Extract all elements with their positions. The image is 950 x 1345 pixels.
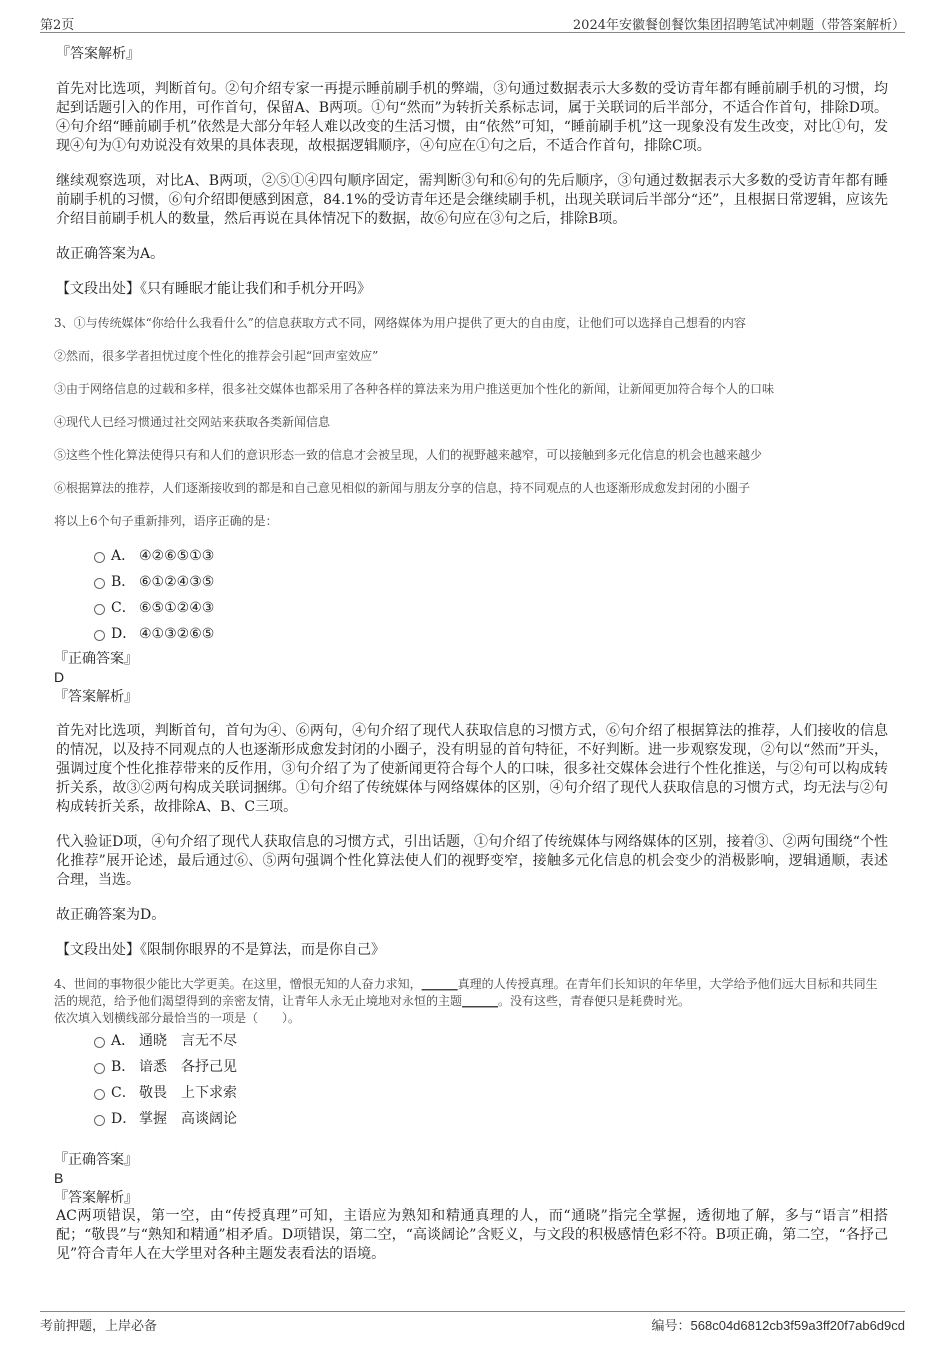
option-letter: B． xyxy=(111,574,136,590)
option-c[interactable] xyxy=(54,598,888,624)
analysis-paragraph: 继续观察选项，对比A、B两项，②⑤①④四句顺序固定，需判断③句和⑥句的先后顺序，③句通过数据表示大多数的受访青年都有睡前刷手机的习惯，⑥句介绍即便感到困意，84.1%的受访青年还是会继续刷手机，出现关联词后半部分“还”，且根据日常逻辑，应该先介绍目前刷手机人的数量，然后再说在具体情况下的数据，故⑥句应在③句之后，排除B项。 xyxy=(56,173,888,227)
radio-icon[interactable] xyxy=(94,1089,105,1100)
option-word-2: 高谈阔论 xyxy=(181,1111,237,1127)
page-number: 第2页 xyxy=(40,18,75,33)
blank-2: ______ xyxy=(462,994,499,1008)
radio-icon[interactable] xyxy=(94,1037,105,1048)
radio-icon[interactable] xyxy=(94,578,105,589)
analysis-paragraph: 首先对比选项，判断首句。②句介绍专家一再提示睡前刷手机的弊端，③句通过数据表示大多数的受访青年都有睡前刷手机的习惯，均起到话题引入的作用，可作首句，保留A、B两项。①句“然而”为转折关系标志词，属于关联词的后半部分，不适合作首句，排除D项。④句介绍“睡前刷手机”依然是大部分年轻人难以改变的生活习惯，由“依然”可知，“睡前刷手机”这一现象没有发生改变，对比①句，发现④句为①句劝说没有效果的具体表现，故根据逻辑顺序，④句应在①句之后，不适合作首句，排除C项。 xyxy=(56,81,888,154)
analysis-paragraph: AC两项错误，第一空，由“传授真理”可知，主语应为熟知和精通真理的人，而“通晓”指完全掌握，透彻地了解，多与“语言”相搭配；“敬畏”与“熟知和精通”相矛盾。D项错误，第二空，“高谈阔论”含贬义，与文段的积极感情色彩不符。B项正确，第二空，“各抒己见”符合青年人在大学里对各种主题发表看法的语境。 xyxy=(56,1208,888,1262)
conclusion: 故正确答案为A。 xyxy=(56,246,165,262)
option-word-2: 言无不尽 xyxy=(181,1033,237,1049)
code-label: 编号： xyxy=(651,1318,691,1333)
blank-1: ______ xyxy=(421,977,458,991)
analysis-label: 『答案解析』 xyxy=(56,46,140,62)
answer-label: 『正确答案』 xyxy=(54,1152,138,1168)
stem-text: 真理的人传授真理。在青年们长知识的年华里，大学给予他们远大目标和共同生活的规范，给予他们渴望得到的亲密友情，让青年人永无止境地对永恒的主题 xyxy=(54,977,878,1008)
option-list xyxy=(54,546,888,650)
option-letter: B． xyxy=(111,1059,136,1075)
question-3 xyxy=(54,315,888,960)
option-letter: D． xyxy=(111,626,137,642)
document-code xyxy=(652,1315,905,1334)
radio-icon[interactable] xyxy=(94,630,105,641)
option-text: ④①③②⑥⑤ xyxy=(139,626,215,642)
option-text: ⑥⑤①②④③ xyxy=(139,600,215,616)
option-c[interactable] xyxy=(54,1083,888,1109)
page-footer xyxy=(40,1311,905,1334)
analysis-paragraph: 代入验证D项，④句介绍了现代人获取信息的习惯方式，引出话题，①句介绍了传统媒体与网络媒体的区别，接着③、②两句围绕“个性化推荐”展开论述，最后通过⑥、⑤两句强调个性化算法使人们的视野变窄，接触多元化信息的机会变少的消极影响，逻辑通顺，表述合理，当选。 xyxy=(56,834,888,888)
correct-answer: B xyxy=(54,1170,64,1186)
option-letter: A． xyxy=(111,548,136,564)
option-word-1: 谙悉 xyxy=(139,1059,167,1075)
option-b[interactable] xyxy=(54,572,888,598)
code-value: 568c04d6812cb3f59a3ff20f7ab6d9cd xyxy=(690,1318,905,1333)
sentence: ⑤这些个性化算法使得只有和人们的意识形态一致的信息才会被呈现，人们的视野越来越窄，可以接触到多元化信息的机会也越来越少 xyxy=(54,448,763,462)
option-word-1: 掌握 xyxy=(139,1111,167,1127)
option-list xyxy=(54,1031,888,1135)
radio-icon[interactable] xyxy=(94,604,105,615)
source-citation: 【文段出处】《只有睡眠才能让我们和手机分开吗》 xyxy=(56,281,371,297)
question-4 xyxy=(54,976,888,1264)
option-word-2: 上下求索 xyxy=(181,1085,237,1101)
option-a[interactable] xyxy=(54,1031,888,1057)
analysis-label: 『答案解析』 xyxy=(54,689,138,705)
option-a[interactable] xyxy=(54,546,888,572)
analysis-label: 『答案解析』 xyxy=(54,1190,138,1206)
content xyxy=(56,44,888,1264)
option-word-2: 各抒己见 xyxy=(181,1059,237,1075)
option-letter: C． xyxy=(111,600,136,616)
option-word-1: 敬畏 xyxy=(139,1085,167,1101)
radio-icon[interactable] xyxy=(94,1115,105,1126)
option-b[interactable] xyxy=(54,1057,888,1083)
analysis-paragraph: 首先对比选项，判断首句，首句为④、⑥两句，④句介绍了现代人获取信息的习惯方式，⑥句介绍了根据算法的推荐，人们接收的信息的情况，以及持不同观点的人也逐渐形成愈发封闭的小圈子，没有明显的首句特征，不好判断。进一步观察发现，②句以“然而”开头，强调过度个性化推荐带来的反作用，③句介绍了为了使新闻更符合每个人的口味，很多社交媒体会进行个性化推送，与②句可以构成转折关系，故③②两句构成关联词捆绑。①句介绍了传统媒体与网络媒体的区别，④句介绍了现代人获取信息的习惯方式，均无法与②句构成转折关系，故排除A、B、C三项。 xyxy=(56,723,888,815)
answer-label: 『正确答案』 xyxy=(54,651,138,667)
sentence: ⑥根据算法的推荐，人们逐渐接收到的都是和自己意见相似的新闻与朋友分享的信息，持不同观点的人也逐渐形成愈发封闭的小圈子 xyxy=(54,481,751,495)
stem-text: 4、世间的事物很少能比大学更美。在这里，憎恨无知的人奋力求知， xyxy=(54,977,422,991)
option-letter: A． xyxy=(111,1033,136,1049)
sentence: ④现代人已经习惯通过社交网站来获取各类新闻信息 xyxy=(54,415,331,429)
page-header xyxy=(40,12,905,33)
question-prompt: 将以上6个句子重新排列，语序正确的是： xyxy=(54,514,278,528)
option-text: ④②⑥⑤①③ xyxy=(139,548,215,564)
sentence: ②然而，很多学者担忧过度个性化的推荐会引起“回声室效应” xyxy=(54,349,379,363)
question-stem xyxy=(54,976,888,1010)
radio-icon[interactable] xyxy=(94,1063,105,1074)
document-title: 2024年安徽餐创餐饮集团招聘笔试冲刺题（带答案解析） xyxy=(572,18,905,33)
option-letter: C． xyxy=(111,1085,136,1101)
conclusion: 故正确答案为D。 xyxy=(56,907,166,923)
option-word-1: 通晓 xyxy=(139,1033,167,1049)
option-text: ⑥①②④③⑤ xyxy=(139,574,215,590)
source-citation: 【文段出处】《限制你眼界的不是算法，而是你自己》 xyxy=(56,942,385,958)
option-d[interactable] xyxy=(54,1109,888,1135)
stem-text: 。没有这些，青春便只是耗费时光。 xyxy=(498,994,691,1008)
correct-answer: D xyxy=(54,669,65,685)
radio-icon[interactable] xyxy=(94,552,105,563)
sentence: ③由于网络信息的过载和多样，很多社交媒体也都采用了各种各样的算法来为用户推送更加个性化的新闻，让新闻更加符合每个人的口味 xyxy=(54,382,775,396)
option-letter: D． xyxy=(111,1111,137,1127)
question-prompt: 依次填入划横线部分最恰当的一项是（ ）。 xyxy=(54,1011,301,1025)
sentence: 3、①与传统媒体“你给什么我看什么”的信息获取方式不同，网络媒体为用户提供了更大的自由度，让他们可以选择自己想看的内容 xyxy=(54,316,746,330)
option-d[interactable] xyxy=(54,624,888,650)
footer-slogan: 考前押题，上岸必备 xyxy=(40,1319,158,1334)
